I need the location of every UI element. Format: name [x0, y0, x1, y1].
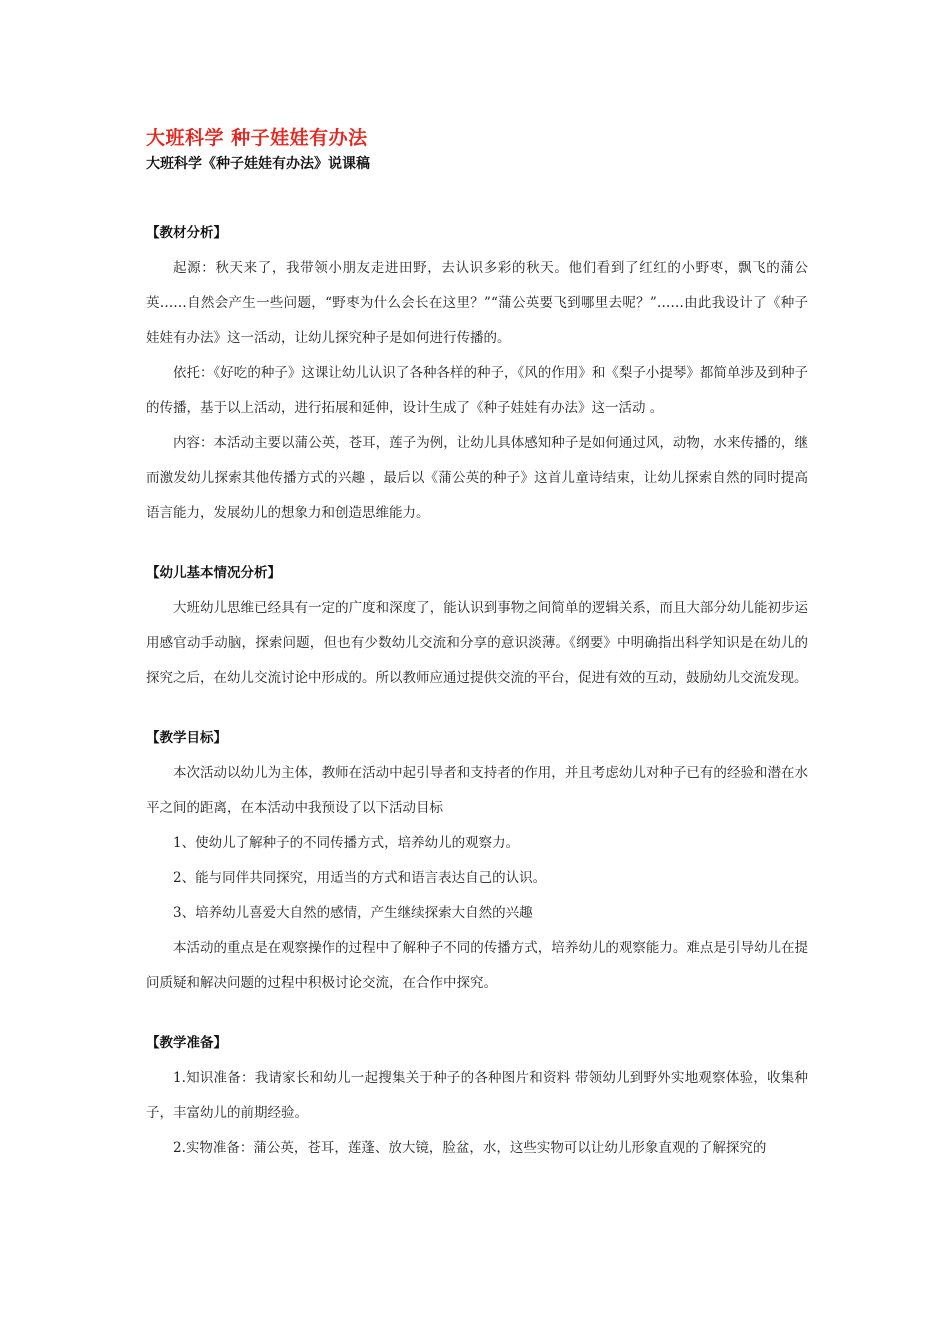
goal-item: 2、能与同伴共同探究，用适当的方式和语言表达自己的认识。: [173, 870, 547, 886]
document-body: [146, 126, 808, 1197]
section-heading: 【教学目标】: [146, 730, 227, 746]
section-teaching-preparation: [146, 1032, 808, 1166]
section-heading: 【幼儿基本情况分析】: [146, 565, 281, 581]
paragraph: 本次活动以幼儿为主体，教师在活动中起引导者和支持者的作用，并且考虑幼儿对种子已有的经验和潜在水平之间的距离，在本活动中我预设了以下活动目标: [146, 765, 808, 816]
paragraph: 2.实物准备：蒲公英，苍耳，莲蓬、放大镜，脸盆，水，这些实物可以让幼儿形象直观的了解探究的: [173, 1140, 767, 1156]
paragraph: 起源：秋天来了，我带领小朋友走进田野，去认识多彩的秋天。他们看到了红红的小野枣，飘飞的蒲公英……自然会产生一些问题，“野枣为什么会长在这里？”“蒲公英要飞到哪里去呢？”……由此我设计了《种子娃娃有办法》这一活动，让幼儿探究种子是如何进行传播的。: [146, 260, 808, 346]
paragraph: 大班幼儿思维已经具有一定的广度和深度了，能认识到事物之间简单的逻辑关系，而且大部分幼儿能初步运用感官动手动脑，探索问题，但也有少数幼儿交流和分享的意识淡薄。《纲要》中明确指出科学知识是在幼儿的探究之后，在幼儿交流讨论中形成的。所以教师应通过提供交流的平台，促进有效的互动，鼓励幼儿交流发现。: [146, 600, 808, 686]
paragraph: 依托：《好吃的种子》这课让幼儿认识了各种各样的种子，《风的作用》和《梨子小提琴》都简单涉及到种子的传播，基于以上活动，进行拓展和延伸，设计生成了《种子娃娃有办法》这一活动 。: [146, 365, 808, 416]
goal-item: 3、培养幼儿喜爱大自然的感情，产生继续探索大自然的兴趣: [173, 905, 533, 921]
document-subtitle: 大班科学《种子娃娃有办法》说课稿: [146, 156, 370, 172]
section-textbook-analysis: [146, 222, 808, 531]
section-heading: 【教学准备】: [146, 1035, 227, 1051]
paragraph: 本活动的重点是在观察操作的过程中了解种子不同的传播方式，培养幼儿的观察能力。难点是引导幼儿在提问质疑和解决问题的过程中积极讨论交流，在合作中探究。: [146, 940, 808, 991]
goal-item: 1、使幼儿了解种子的不同传播方式，培养幼儿的观察力。: [173, 835, 520, 851]
section-heading: 【教材分析】: [146, 225, 227, 241]
paragraph: 内容：本活动主要以蒲公英，苍耳，莲子为例，让幼儿具体感知种子是如何通过风，动物，水来传播的，继而激发幼儿探索其他传播方式的兴趣 ，最后以《蒲公英的种子》这首儿童诗结束，让幼儿探索自然的同时提高语言能力，发展幼儿的想象力和创造思维能力。: [146, 435, 808, 521]
section-teaching-goals: [146, 727, 808, 1001]
document-title: 大班科学 种子娃娃有办法: [146, 127, 368, 149]
section-children-analysis: [146, 562, 808, 696]
paragraph: 1.知识准备：我请家长和幼儿一起搜集关于种子的各种图片和资料 带领幼儿到野外实地观察体验，收集种子，丰富幼儿的前期经验。: [146, 1070, 808, 1121]
